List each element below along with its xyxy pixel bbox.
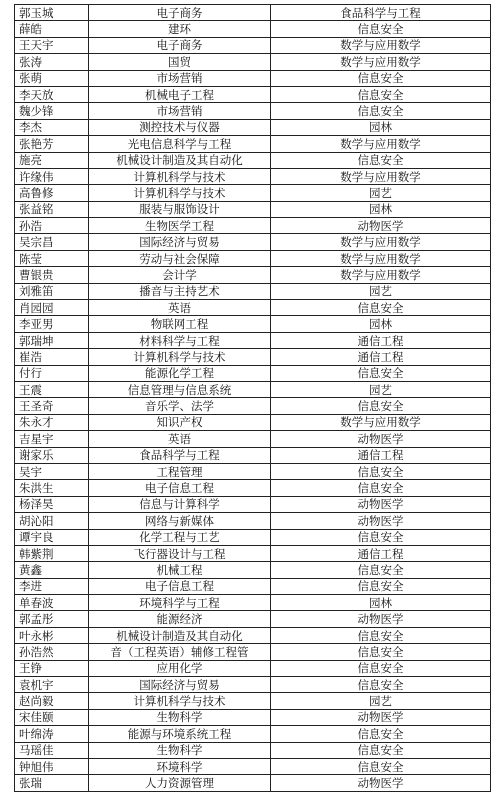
table-row [15,398,491,414]
original-major-cell: 计算机科学与技术 [89,693,271,709]
table-row [15,611,491,627]
original-major-cell: 飞行器设计与工程 [89,545,271,561]
target-major-cell: 信息安全 [271,300,491,316]
original-major-cell: 测控技术与仪器 [89,119,271,135]
original-major-cell: 信息与计算科学 [89,496,271,512]
table-row [15,119,491,135]
target-major-cell: 数学与应用数学 [271,37,491,53]
original-major-cell: 国贸 [89,54,271,70]
student-name-cell: 张艳芳 [15,136,89,152]
original-major-cell: 光电信息科学与工程 [89,136,271,152]
target-major-cell: 数学与应用数学 [271,168,491,184]
student-name-cell: 郭玉城 [15,5,89,21]
original-major-cell: 国际经济与贸易 [89,677,271,693]
original-major-cell: 英语 [89,300,271,316]
original-major-cell: 音乐学、法学 [89,398,271,414]
student-name-cell: 宋佳颐 [15,709,89,725]
student-name-cell: 施亮 [15,152,89,168]
table-row [15,595,491,611]
target-major-cell: 园林 [271,201,491,217]
original-major-cell: 劳动与社会保障 [89,250,271,266]
student-name-cell: 郭瑞坤 [15,332,89,348]
original-major-cell: 能源经济 [89,611,271,627]
original-major-cell: 英语 [89,431,271,447]
original-major-cell: 市场营销 [89,103,271,119]
table-row [15,332,491,348]
table-row [15,677,491,693]
original-major-cell: 电子信息工程 [89,480,271,496]
table-row [15,250,491,266]
table-row [15,283,491,299]
student-name-cell: 刘雅笛 [15,283,89,299]
table-row [15,86,491,102]
target-major-cell: 信息安全 [271,660,491,676]
target-major-cell: 数学与应用数学 [271,54,491,70]
table-row [15,431,491,447]
target-major-cell: 通信工程 [271,545,491,561]
student-name-cell: 薛皓 [15,21,89,37]
student-name-cell: 曹银贵 [15,267,89,283]
student-name-cell: 高鲁修 [15,185,89,201]
target-major-cell: 信息安全 [271,726,491,742]
original-major-cell: 机械工程 [89,562,271,578]
target-major-cell: 动物医学 [271,496,491,512]
table-row [15,529,491,545]
transfer-list-sheet [14,4,490,792]
table-row [15,168,491,184]
target-major-cell: 数学与应用数学 [271,414,491,430]
target-major-cell: 动物医学 [271,709,491,725]
target-major-cell: 信息安全 [271,21,491,37]
student-name-cell: 王震 [15,381,89,397]
table-row [15,136,491,152]
target-major-cell: 信息安全 [271,758,491,774]
target-major-cell: 园林 [271,595,491,611]
student-name-cell: 谢家乐 [15,447,89,463]
table-row [15,709,491,725]
target-major-cell: 信息安全 [271,627,491,643]
target-major-cell: 信息安全 [271,463,491,479]
student-name-cell: 单春波 [15,595,89,611]
student-name-cell: 王天宇 [15,37,89,53]
target-major-cell: 信息安全 [271,677,491,693]
student-name-cell: 郭孟彤 [15,611,89,627]
student-name-cell: 马瑶佳 [15,742,89,758]
table-row [15,693,491,709]
table-row [15,496,491,512]
target-major-cell: 信息安全 [271,578,491,594]
original-major-cell: 环境科学与工程 [89,595,271,611]
target-major-cell: 动物医学 [271,218,491,234]
original-major-cell: 信息管理与信息系统 [89,381,271,397]
target-major-cell: 园艺 [271,693,491,709]
table-row [15,300,491,316]
target-major-cell: 园林 [271,119,491,135]
target-major-cell: 信息安全 [271,644,491,660]
original-major-cell: 机械电子工程 [89,86,271,102]
student-name-cell: 孙浩然 [15,644,89,660]
original-major-cell: 化学工程与工艺 [89,529,271,545]
table-row [15,349,491,365]
student-name-cell: 吴宇 [15,463,89,479]
table-row [15,480,491,496]
table-row [15,152,491,168]
table-row [15,185,491,201]
student-name-cell: 张瑞 [15,775,89,791]
student-name-cell: 李进 [15,578,89,594]
table-row [15,37,491,53]
target-major-cell: 信息安全 [271,562,491,578]
table-row [15,234,491,250]
target-major-cell: 数学与应用数学 [271,136,491,152]
student-name-cell: 钟旭伟 [15,758,89,774]
target-major-cell: 数学与应用数学 [271,250,491,266]
target-major-cell: 动物医学 [271,513,491,529]
table-row [15,381,491,397]
original-major-cell: 生物医学工程 [89,218,271,234]
original-major-cell: 播音与主持艺术 [89,283,271,299]
student-name-cell: 谭宇良 [15,529,89,545]
target-major-cell: 信息安全 [271,398,491,414]
table-row [15,21,491,37]
student-name-cell: 袁机宇 [15,677,89,693]
student-name-cell: 李天放 [15,86,89,102]
original-major-cell: 会计学 [89,267,271,283]
original-major-cell: 知识产权 [89,414,271,430]
table-row [15,414,491,430]
student-name-cell: 张益铭 [15,201,89,217]
transfer-table-body [15,5,491,792]
student-name-cell: 李亚男 [15,316,89,332]
table-row [15,447,491,463]
original-major-cell: 环境科学 [89,758,271,774]
transfer-table [14,4,491,792]
student-name-cell: 王铮 [15,660,89,676]
student-name-cell: 孙浩 [15,218,89,234]
original-major-cell: 材料科学与工程 [89,332,271,348]
student-name-cell: 黄鑫 [15,562,89,578]
table-row [15,70,491,86]
table-row [15,562,491,578]
target-major-cell: 通信工程 [271,349,491,365]
student-name-cell: 许缘伟 [15,168,89,184]
target-major-cell: 园林 [271,316,491,332]
original-major-cell: 电子商务 [89,5,271,21]
target-major-cell: 信息安全 [271,152,491,168]
original-major-cell: 电子商务 [89,37,271,53]
student-name-cell: 付行 [15,365,89,381]
original-major-cell: 计算机科学与技术 [89,349,271,365]
student-name-cell: 赵尚毅 [15,693,89,709]
table-row [15,365,491,381]
table-row [15,627,491,643]
target-major-cell: 数学与应用数学 [271,267,491,283]
table-row [15,742,491,758]
target-major-cell: 信息安全 [271,480,491,496]
target-major-cell: 动物医学 [271,611,491,627]
student-name-cell: 李杰 [15,119,89,135]
student-name-cell: 吴宗昌 [15,234,89,250]
table-row [15,218,491,234]
student-name-cell: 魏少锋 [15,103,89,119]
table-row [15,5,491,21]
target-major-cell: 动物医学 [271,431,491,447]
original-major-cell: 生物科学 [89,709,271,725]
original-major-cell: 生物科学 [89,742,271,758]
original-major-cell: 机械设计制造及其自动化 [89,627,271,643]
student-name-cell: 肖园园 [15,300,89,316]
target-major-cell: 动物医学 [271,775,491,791]
original-major-cell: 能源化学工程 [89,365,271,381]
table-row [15,758,491,774]
student-name-cell: 王圣奇 [15,398,89,414]
target-major-cell: 园艺 [271,185,491,201]
student-name-cell: 朱洪生 [15,480,89,496]
student-name-cell: 胡沁阳 [15,513,89,529]
original-major-cell: 应用化学 [89,660,271,676]
target-major-cell: 信息安全 [271,742,491,758]
target-major-cell: 食品科学与工程 [271,5,491,21]
table-row [15,775,491,791]
table-row [15,513,491,529]
student-name-cell: 崔浩 [15,349,89,365]
student-name-cell: 朱永才 [15,414,89,430]
target-major-cell: 通信工程 [271,332,491,348]
target-major-cell: 通信工程 [271,447,491,463]
target-major-cell: 信息安全 [271,529,491,545]
original-major-cell: 音（工程英语）辅修工程管 [89,644,271,660]
original-major-cell: 电子信息工程 [89,578,271,594]
table-row [15,267,491,283]
student-name-cell: 韩紫荆 [15,545,89,561]
table-row [15,103,491,119]
original-major-cell: 国际经济与贸易 [89,234,271,250]
original-major-cell: 能源与环境系统工程 [89,726,271,742]
student-name-cell: 陈莹 [15,250,89,266]
table-row [15,201,491,217]
table-row [15,316,491,332]
original-major-cell: 市场营销 [89,70,271,86]
original-major-cell: 机械设计制造及其自动化 [89,152,271,168]
student-name-cell: 吉星宇 [15,431,89,447]
student-name-cell: 张萌 [15,70,89,86]
table-row [15,660,491,676]
original-major-cell: 建环 [89,21,271,37]
table-row [15,578,491,594]
target-major-cell: 信息安全 [271,70,491,86]
table-row [15,463,491,479]
target-major-cell: 园艺 [271,381,491,397]
table-row [15,644,491,660]
original-major-cell: 食品科学与工程 [89,447,271,463]
original-major-cell: 网络与新媒体 [89,513,271,529]
target-major-cell: 园艺 [271,283,491,299]
original-major-cell: 计算机科学与技术 [89,185,271,201]
student-name-cell: 张涛 [15,54,89,70]
target-major-cell: 信息安全 [271,86,491,102]
original-major-cell: 工程管理 [89,463,271,479]
student-name-cell: 杨泽昊 [15,496,89,512]
original-major-cell: 服装与服饰设计 [89,201,271,217]
target-major-cell: 数学与应用数学 [271,234,491,250]
target-major-cell: 信息安全 [271,365,491,381]
original-major-cell: 人力资源管理 [89,775,271,791]
student-name-cell: 叶绵涛 [15,726,89,742]
target-major-cell: 信息安全 [271,103,491,119]
table-row [15,54,491,70]
table-row [15,726,491,742]
original-major-cell: 物联网工程 [89,316,271,332]
original-major-cell: 计算机科学与技术 [89,168,271,184]
table-row [15,545,491,561]
student-name-cell: 叶永彬 [15,627,89,643]
